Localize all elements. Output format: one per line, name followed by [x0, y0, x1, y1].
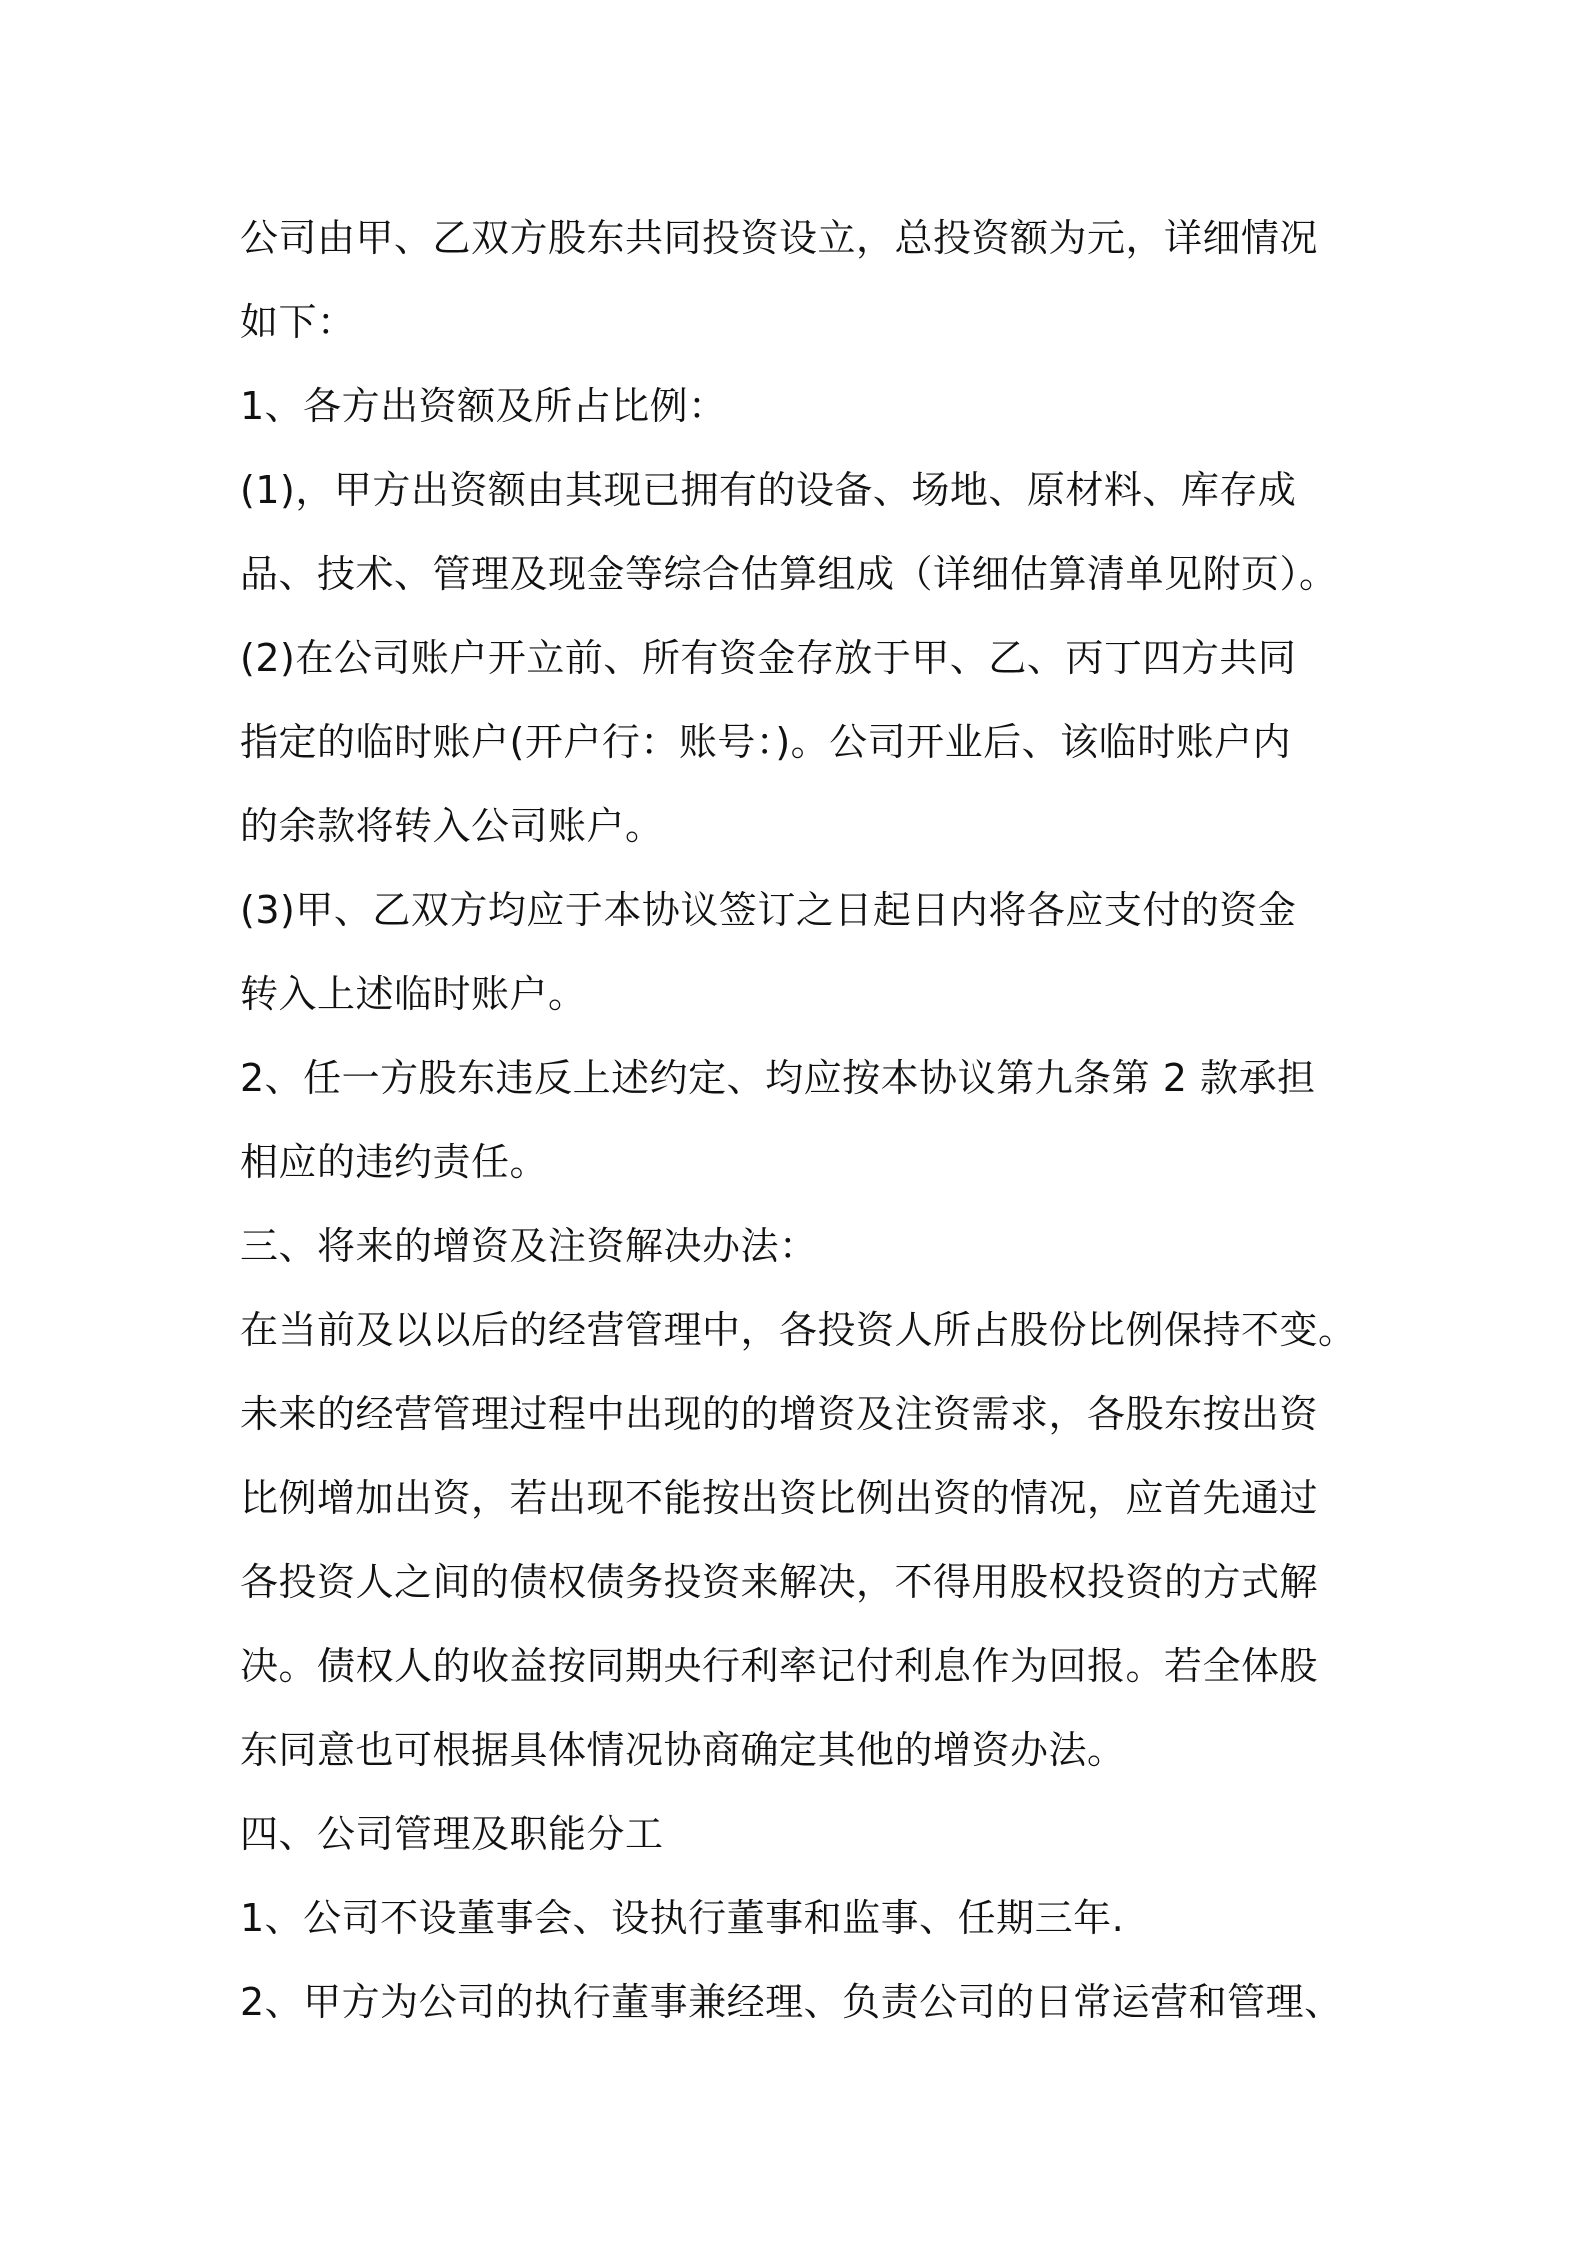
section-3-line-2: 未来的经营管理过程中出现的的增资及注资需求，各股东按出资 — [240, 1392, 1319, 1436]
document-body — [240, 196, 1370, 2044]
section-heading-3: 三、将来的增资及注资解决办法： — [240, 1224, 818, 1268]
section-heading-1: 1、各方出资额及所占比例： — [240, 384, 727, 428]
section-3-line-5: 决。债权人的收益按同期央行利率记付利息作为回报。若全体股 — [240, 1644, 1319, 1688]
section-2-line-2: 相应的违约责任。 — [240, 1140, 549, 1184]
section-4-item-1: 1、公司不设董事会、设执行董事和监事、任期三年. — [240, 1896, 1125, 1940]
clause-1-line-1: (1)，甲方出资额由其现已拥有的设备、场地、原材料、库存成 — [240, 468, 1297, 512]
paragraph-line-1: 公司由甲、乙双方股东共同投资设立，总投资额为元，详细情况 — [240, 216, 1319, 260]
clause-2-line-3: 的余款将转入公司账户。 — [240, 804, 664, 848]
section-3-line-6: 东同意也可根据具体情况协商确定其他的增资办法。 — [240, 1728, 1126, 1772]
section-heading-4: 四、公司管理及职能分工 — [240, 1812, 664, 1856]
section-3-line-4: 各投资人之间的债权债务投资来解决，不得用股权投资的方式解 — [240, 1560, 1319, 1604]
section-3-line-1: 在当前及以以后的经营管理中，各投资人所占股份比例保持不变。 — [240, 1308, 1357, 1352]
clause-1-line-2: 品、技术、管理及现金等综合估算组成（详细估算清单见附页）。 — [240, 552, 1338, 596]
clause-3-line-2: 转入上述临时账户。 — [240, 972, 587, 1016]
section-3-line-3: 比例增加出资，若出现不能按出资比例出资的情况，应首先通过 — [240, 1476, 1319, 1520]
clause-2-line-1: (2)在公司账户开立前、所有资金存放于甲、乙、丙丁四方共同 — [240, 636, 1297, 680]
clause-3-line-1: (3)甲、乙双方均应于本协议签订之日起日内将各应支付的资金 — [240, 888, 1297, 932]
section-2-line-1: 2、任一方股东违反上述约定、均应按本协议第九条第 2 款承担 — [240, 1056, 1316, 1100]
paragraph-line-2: 如下： — [240, 300, 356, 344]
section-4-item-2: 2、甲方为公司的执行董事兼经理、负责公司的日常运营和管理、 — [240, 1980, 1343, 2024]
clause-2-line-2: 指定的临时账户(开户行：账号：)。公司开业后、该临时账户内 — [240, 720, 1292, 764]
